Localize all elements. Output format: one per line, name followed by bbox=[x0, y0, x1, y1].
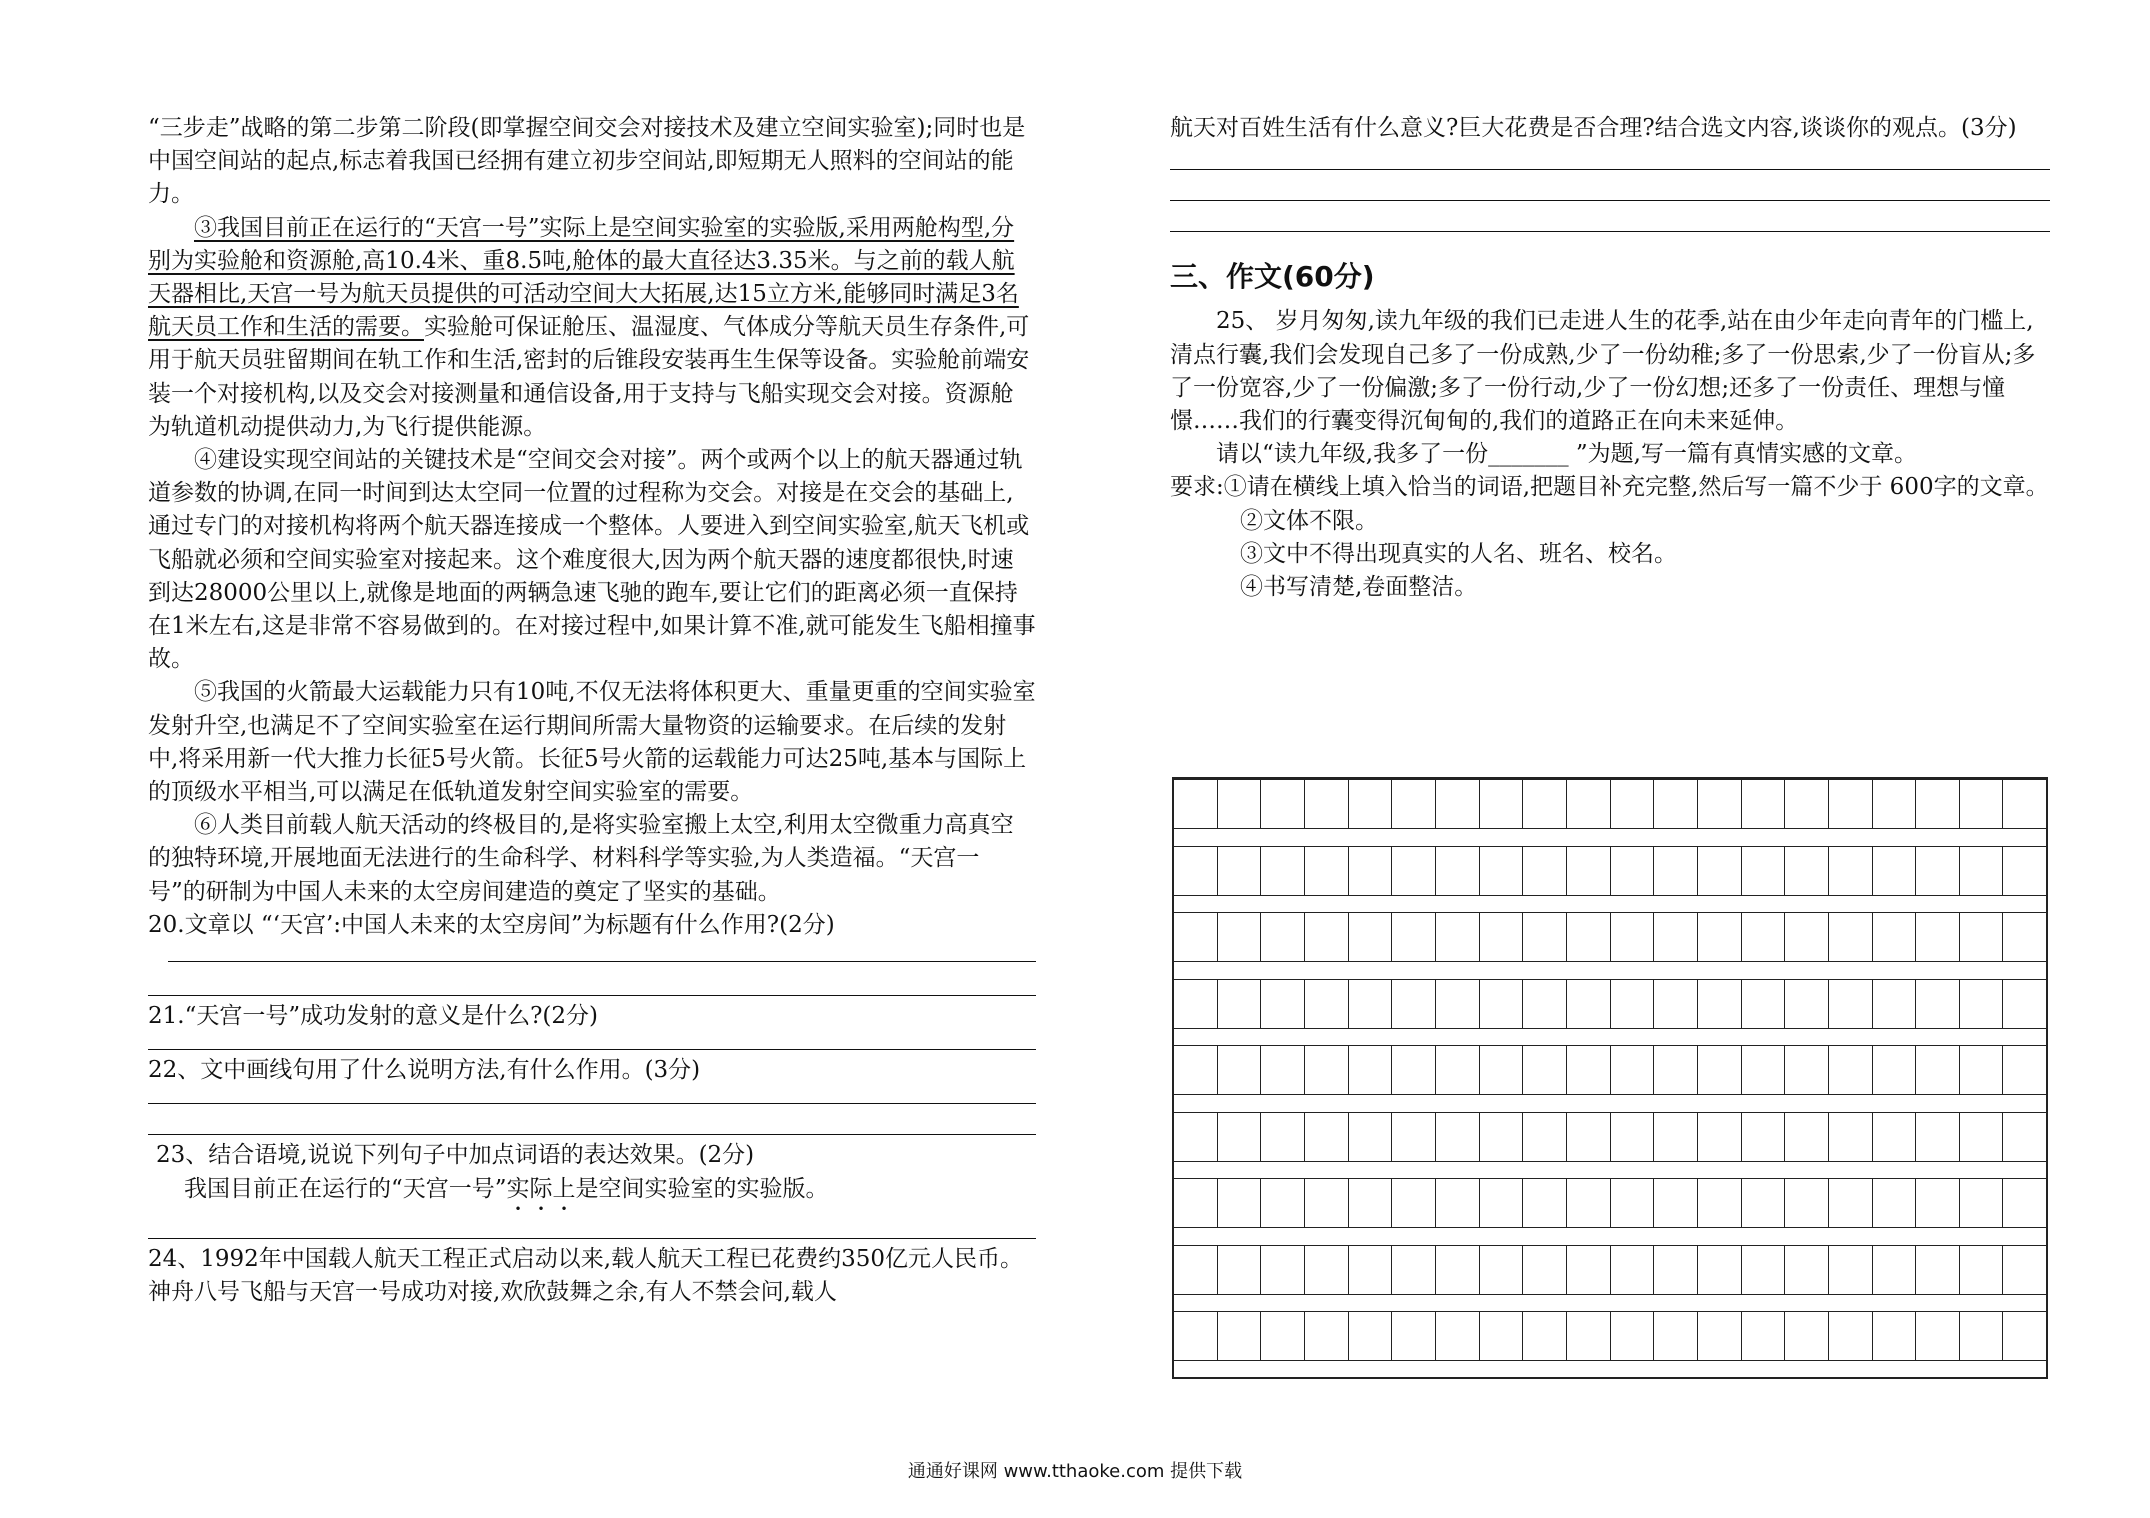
grid-cell[interactable] bbox=[1218, 1312, 1262, 1360]
grid-cell[interactable] bbox=[1480, 1046, 1524, 1094]
grid-cell[interactable] bbox=[1392, 1179, 1436, 1227]
grid-cell[interactable] bbox=[1960, 1312, 2004, 1360]
grid-cell[interactable] bbox=[1349, 847, 1393, 895]
grid-cell[interactable] bbox=[1960, 847, 2004, 895]
question-23-sentence: 我国目前正在运行的“天宫一号”实际上是空间实验室的实验版。 bbox=[184, 1175, 829, 1202]
question-24-continued: 航天对百姓生活有什么意义?巨大花费是否合理?结合选文内容,谈谈你的观点。(3分) bbox=[1170, 115, 2017, 141]
grid-row bbox=[1174, 1311, 2046, 1361]
grid-cell[interactable] bbox=[1916, 847, 1960, 895]
grid-cell[interactable] bbox=[1960, 980, 2004, 1028]
grid-cell[interactable] bbox=[1349, 1179, 1393, 1227]
left-column bbox=[148, 112, 1036, 1309]
grid-cell[interactable] bbox=[1829, 1312, 1873, 1360]
grid-cell[interactable] bbox=[1218, 1046, 1262, 1094]
grid-cell[interactable] bbox=[1567, 1312, 1611, 1360]
grid-cell[interactable] bbox=[1480, 780, 1524, 828]
grid-cell[interactable] bbox=[1829, 1179, 1873, 1227]
grid-cell[interactable] bbox=[1567, 913, 1611, 961]
answer-line[interactable] bbox=[148, 1134, 1036, 1135]
grid-cell[interactable] bbox=[1785, 1312, 1829, 1360]
grid-cell[interactable] bbox=[1305, 1179, 1349, 1227]
grid-cell[interactable] bbox=[1698, 1312, 1742, 1360]
grid-cell[interactable] bbox=[1436, 1312, 1480, 1360]
grid-cell[interactable] bbox=[1698, 780, 1742, 828]
grid-cell[interactable] bbox=[1218, 980, 1262, 1028]
grid-cell[interactable] bbox=[1174, 1179, 1218, 1227]
grid-row bbox=[1174, 979, 2046, 1029]
grid-cell[interactable] bbox=[1916, 780, 1960, 828]
grid-cell[interactable] bbox=[1261, 1113, 1305, 1161]
passage-paragraph-6: ⑥人类目前载人航天活动的终极目的,是将实验室搬上太空,利用太空微重力高真空的独特环境,开展地面无法进行的生命科学、材料科学等实验,为人类造福。“天宫一号”的研制为中国人未来的太空房间建造的奠定了坚实的基础。 bbox=[148, 812, 1014, 905]
grid-cell[interactable] bbox=[1742, 1179, 1786, 1227]
grid-cell[interactable] bbox=[1916, 980, 1960, 1028]
essay-requirement-4: ④书写清楚,卷面整洁。 bbox=[1240, 574, 1478, 601]
grid-cell[interactable] bbox=[1873, 780, 1917, 828]
grid-cell[interactable] bbox=[1698, 1046, 1742, 1094]
grid-cell[interactable] bbox=[1654, 847, 1698, 895]
question-22: 22、文中画线句用了什么说明方法,有什么作用。(3分) bbox=[148, 1057, 701, 1084]
grid-cell[interactable] bbox=[1698, 847, 1742, 895]
grid-cell[interactable] bbox=[1567, 847, 1611, 895]
grid-cell[interactable] bbox=[1349, 1246, 1393, 1294]
grid-cell[interactable] bbox=[1916, 1179, 1960, 1227]
grid-cell[interactable] bbox=[1480, 1113, 1524, 1161]
grid-cell[interactable] bbox=[1742, 1246, 1786, 1294]
grid-cell[interactable] bbox=[1742, 1312, 1786, 1360]
grid-cell[interactable] bbox=[1261, 1246, 1305, 1294]
grid-cell[interactable] bbox=[1392, 1046, 1436, 1094]
grid-cell[interactable] bbox=[1873, 913, 1917, 961]
grid-cell[interactable] bbox=[1567, 1179, 1611, 1227]
grid-cell[interactable] bbox=[1349, 780, 1393, 828]
grid-cell[interactable] bbox=[1742, 1113, 1786, 1161]
grid-cell[interactable] bbox=[1392, 1246, 1436, 1294]
grid-cell[interactable] bbox=[1392, 847, 1436, 895]
grid-cell[interactable] bbox=[1349, 1312, 1393, 1360]
grid-cell[interactable] bbox=[1218, 1246, 1262, 1294]
grid-cell[interactable] bbox=[1305, 1246, 1349, 1294]
grid-cell[interactable] bbox=[1436, 913, 1480, 961]
grid-cell[interactable] bbox=[1742, 913, 1786, 961]
grid-cell[interactable] bbox=[1567, 980, 1611, 1028]
grid-cell[interactable] bbox=[1480, 913, 1524, 961]
grid-cell[interactable] bbox=[1611, 913, 1655, 961]
grid-cell[interactable] bbox=[1305, 1113, 1349, 1161]
grid-cell[interactable] bbox=[1261, 847, 1305, 895]
grid-cell[interactable] bbox=[1829, 1046, 1873, 1094]
page-footer: 通通好课网 www.tthaoke.com 提供下载 bbox=[907, 1461, 1243, 1482]
grid-cell[interactable] bbox=[1960, 1246, 2004, 1294]
grid-cell[interactable] bbox=[1261, 980, 1305, 1028]
grid-cell[interactable] bbox=[1654, 913, 1698, 961]
grid-cell[interactable] bbox=[1349, 1046, 1393, 1094]
grid-cell[interactable] bbox=[1785, 1246, 1829, 1294]
grid-cell[interactable] bbox=[1523, 980, 1567, 1028]
passage-paragraph-2: “三步走”战略的第二步第二阶段(即掌握空间交会对接技术及建立空间实验室);同时也是中国空间站的起点,标志着我国已经拥有建立初步空间站,即短期无人照料的空间站的能力。 bbox=[148, 115, 1026, 208]
grid-cell[interactable] bbox=[1436, 1246, 1480, 1294]
grid-cell[interactable] bbox=[1480, 980, 1524, 1028]
grid-cell[interactable] bbox=[1305, 847, 1349, 895]
grid-cell[interactable] bbox=[1742, 1046, 1786, 1094]
grid-cell[interactable] bbox=[1916, 913, 1960, 961]
grid-cell[interactable] bbox=[1523, 1046, 1567, 1094]
grid-cell[interactable] bbox=[1654, 1046, 1698, 1094]
answer-line[interactable] bbox=[148, 995, 1036, 996]
grid-cell[interactable] bbox=[1523, 1246, 1567, 1294]
grid-cell[interactable] bbox=[1349, 1113, 1393, 1161]
essay-writing-grid[interactable] bbox=[1172, 777, 2048, 1379]
grid-cell[interactable] bbox=[1567, 1046, 1611, 1094]
grid-cell[interactable] bbox=[1829, 780, 1873, 828]
grid-cell[interactable] bbox=[1261, 1179, 1305, 1227]
question-20: 20.文章以 “‘天宫’:中国人未来的太空房间”为标题有什么作用?(2分) bbox=[148, 911, 835, 938]
grid-cell[interactable] bbox=[2003, 1312, 2046, 1360]
grid-cell[interactable] bbox=[1174, 1113, 1218, 1161]
grid-cell[interactable] bbox=[1436, 980, 1480, 1028]
grid-cell[interactable] bbox=[1916, 1046, 1960, 1094]
grid-cell[interactable] bbox=[1174, 1246, 1218, 1294]
grid-cell[interactable] bbox=[1174, 780, 1218, 828]
question-23: 23、结合语境,说说下列句子中加点词语的表达效果。(2分) bbox=[156, 1142, 755, 1169]
grid-cell[interactable] bbox=[1523, 913, 1567, 961]
underlined-sentence: ③我国目前正在运行的“天宫一号”实际上是空间实验室的实验版,采用两舱构型,分别为实验舱和资源舱,高10.4米、重8.5吨,舱体的最大直径达3.35米。与之前的载人航天器相比,天宫一号为航天员提供的可活动空间大大拓展,达15立方米,能够同时满足3名航天员工作和生活的需要。 bbox=[148, 214, 1019, 341]
grid-cell[interactable] bbox=[1218, 913, 1262, 961]
grid-cell[interactable] bbox=[1174, 847, 1218, 895]
grid-cell[interactable] bbox=[2003, 980, 2046, 1028]
grid-cell[interactable] bbox=[1480, 1179, 1524, 1227]
grid-cell[interactable] bbox=[1305, 913, 1349, 961]
grid-cell[interactable] bbox=[1611, 780, 1655, 828]
grid-cell[interactable] bbox=[1698, 980, 1742, 1028]
grid-cell[interactable] bbox=[1349, 913, 1393, 961]
grid-cell[interactable] bbox=[1436, 1179, 1480, 1227]
question-24: 24、1992年中国载人航天工程正式启动以来,载人航天工程已花费约350亿元人民币。神舟八号飞船与天宫一号成功对接,欢欣鼓舞之余,有人不禁会问,载人 bbox=[148, 1245, 1024, 1305]
grid-cell[interactable] bbox=[1523, 1179, 1567, 1227]
grid-cell[interactable] bbox=[1654, 780, 1698, 828]
grid-cell[interactable] bbox=[1305, 1046, 1349, 1094]
grid-cell[interactable] bbox=[1392, 980, 1436, 1028]
dotted-word: 实际上 bbox=[506, 1175, 576, 1202]
passage-paragraph-3: ③我国目前正在运行的“天宫一号”实际上是空间实验室的实验版,采用两舱构型,分别为实验舱和资源舱,高10.4米、重8.5吨,舱体的最大直径达3.35米。与之前的载人航天器相比,天宫一号为航天员提供的可活动空间大大拓展,达15立方米,能够同时满足3名航天员工作和生活的需要。实验舱可保证舱压、温湿度、气体成分等航天员生存条件,可用于航天员驻留期间在轨工作和生活,密封的后锥段安装再生生保等设备。实验舱前端安装一个对接机构,以及交会对接测量和通信设备,用于支持与飞船实现交会对接。资源舱为轨道机动提供动力,为飞行提供能源。 bbox=[148, 214, 1030, 440]
grid-cell[interactable] bbox=[1654, 1179, 1698, 1227]
grid-cell[interactable] bbox=[1218, 780, 1262, 828]
grid-row bbox=[1174, 846, 2046, 896]
grid-cell[interactable] bbox=[1698, 1179, 1742, 1227]
grid-cell[interactable] bbox=[1960, 1046, 2004, 1094]
grid-cell[interactable] bbox=[1261, 1312, 1305, 1360]
grid-cell[interactable] bbox=[1873, 1113, 1917, 1161]
grid-cell[interactable] bbox=[2003, 1046, 2046, 1094]
grid-cell[interactable] bbox=[1174, 913, 1218, 961]
grid-cell[interactable] bbox=[2003, 913, 2046, 961]
grid-cell[interactable] bbox=[1785, 847, 1829, 895]
grid-cell[interactable] bbox=[1392, 1312, 1436, 1360]
grid-cell[interactable] bbox=[1698, 1246, 1742, 1294]
grid-cell[interactable] bbox=[1611, 1179, 1655, 1227]
grid-cell[interactable] bbox=[1174, 1046, 1218, 1094]
grid-cell[interactable] bbox=[1785, 1046, 1829, 1094]
grid-cell[interactable] bbox=[1436, 1113, 1480, 1161]
grid-cell[interactable] bbox=[1436, 1046, 1480, 1094]
right-column bbox=[1170, 112, 2050, 604]
grid-cell[interactable] bbox=[1611, 980, 1655, 1028]
grid-cell[interactable] bbox=[1218, 847, 1262, 895]
grid-cell[interactable] bbox=[1960, 913, 2004, 961]
grid-cell[interactable] bbox=[1785, 780, 1829, 828]
essay-requirement-2: ②文体不限。 bbox=[1240, 507, 1378, 534]
grid-cell[interactable] bbox=[1960, 1179, 2004, 1227]
answer-line[interactable] bbox=[148, 1238, 1036, 1239]
grid-cell[interactable] bbox=[1960, 780, 2004, 828]
grid-cell[interactable] bbox=[2003, 1179, 2046, 1227]
grid-cell[interactable] bbox=[1785, 1179, 1829, 1227]
grid-cell[interactable] bbox=[1611, 1046, 1655, 1094]
grid-cell[interactable] bbox=[1261, 913, 1305, 961]
grid-cell[interactable] bbox=[1305, 980, 1349, 1028]
grid-cell[interactable] bbox=[1829, 980, 1873, 1028]
grid-row bbox=[1174, 1112, 2046, 1162]
grid-cell[interactable] bbox=[1567, 1113, 1611, 1161]
grid-cell[interactable] bbox=[1480, 1312, 1524, 1360]
essay-title-prompt: 请以“读九年级,我多了一份_______ ”为题,写一篇有真情实感的文章。 bbox=[1216, 441, 1917, 468]
grid-cell[interactable] bbox=[1436, 847, 1480, 895]
grid-cell[interactable] bbox=[1960, 1113, 2004, 1161]
grid-cell[interactable] bbox=[1829, 1246, 1873, 1294]
grid-row bbox=[1174, 779, 2046, 829]
grid-cell[interactable] bbox=[1305, 780, 1349, 828]
grid-cell[interactable] bbox=[1916, 1246, 1960, 1294]
grid-cell[interactable] bbox=[1785, 980, 1829, 1028]
grid-cell[interactable] bbox=[1742, 780, 1786, 828]
grid-cell[interactable] bbox=[1654, 1246, 1698, 1294]
grid-cell[interactable] bbox=[2003, 1246, 2046, 1294]
grid-cell[interactable] bbox=[1873, 980, 1917, 1028]
grid-cell[interactable] bbox=[1611, 1113, 1655, 1161]
answer-line[interactable] bbox=[148, 1049, 1036, 1050]
grid-cell[interactable] bbox=[1436, 780, 1480, 828]
grid-cell[interactable] bbox=[1611, 847, 1655, 895]
grid-cell[interactable] bbox=[1698, 913, 1742, 961]
grid-cell[interactable] bbox=[1218, 1113, 1262, 1161]
grid-cell[interactable] bbox=[1480, 1246, 1524, 1294]
grid-cell[interactable] bbox=[1873, 847, 1917, 895]
grid-row bbox=[1174, 1245, 2046, 1295]
grid-cell[interactable] bbox=[1392, 913, 1436, 961]
grid-cell[interactable] bbox=[1523, 847, 1567, 895]
essay-requirement-3: ③文中不得出现真实的人名、班名、校名。 bbox=[1240, 540, 1677, 567]
grid-cell[interactable] bbox=[1392, 1113, 1436, 1161]
grid-cell[interactable] bbox=[1567, 1246, 1611, 1294]
grid-cell[interactable] bbox=[1392, 780, 1436, 828]
grid-cell[interactable] bbox=[1174, 1312, 1218, 1360]
grid-cell[interactable] bbox=[1916, 1113, 1960, 1161]
grid-cell[interactable] bbox=[1567, 780, 1611, 828]
grid-cell[interactable] bbox=[1698, 1113, 1742, 1161]
grid-cell[interactable] bbox=[1742, 847, 1786, 895]
grid-cell[interactable] bbox=[1523, 780, 1567, 828]
grid-cell[interactable] bbox=[1349, 980, 1393, 1028]
grid-cell[interactable] bbox=[1873, 1046, 1917, 1094]
grid-cell[interactable] bbox=[1305, 1312, 1349, 1360]
grid-row bbox=[1174, 1178, 2046, 1228]
grid-cell[interactable] bbox=[1829, 1113, 1873, 1161]
passage-paragraph-4: ④建设实现空间站的关键技术是“空间交会对接”。两个或两个以上的航天器通过轨道参数的协调,在同一时间到达太空同一位置的过程称为交会。对接是在交会的基础上,通过专门的对接机构将两个航天器连接成一个整体。人要进入到空间实验室,航天飞机或飞船就必须和空间实验室对接起来。这个难度很大,因为两个航天器的速度都很快,时速到达28000公里以上,就像是地面的两辆急速飞驰的跑车,要让它们的距离必须一直保持在1米左右,这是非常不容易做到的。在对接过程中,如果计算不准,就可能发生飞船相撞事故。 bbox=[148, 447, 1036, 673]
grid-cell[interactable] bbox=[1873, 1312, 1917, 1360]
grid-cell[interactable] bbox=[1916, 1312, 1960, 1360]
grid-cell[interactable] bbox=[1873, 1246, 1917, 1294]
grid-cell[interactable] bbox=[1174, 980, 1218, 1028]
grid-cell[interactable] bbox=[1785, 1113, 1829, 1161]
grid-cell[interactable] bbox=[1654, 1312, 1698, 1360]
grid-cell[interactable] bbox=[1829, 913, 1873, 961]
grid-cell[interactable] bbox=[2003, 780, 2046, 828]
grid-cell[interactable] bbox=[1611, 1312, 1655, 1360]
grid-cell[interactable] bbox=[1261, 1046, 1305, 1094]
grid-cell[interactable] bbox=[1261, 780, 1305, 828]
grid-cell[interactable] bbox=[1873, 1179, 1917, 1227]
essay-requirement-1: 要求:①请在横线上填入恰当的词语,把题目补充完整,然后写一篇不少于 600字的文章。 bbox=[1170, 474, 2049, 501]
section-title: 三、作文(60分) bbox=[1170, 260, 1375, 294]
grid-cell[interactable] bbox=[1654, 980, 1698, 1028]
grid-cell[interactable] bbox=[1785, 913, 1829, 961]
grid-row bbox=[1174, 1045, 2046, 1095]
grid-cell[interactable] bbox=[1611, 1246, 1655, 1294]
grid-cell[interactable] bbox=[1523, 1113, 1567, 1161]
grid-cell[interactable] bbox=[1523, 1312, 1567, 1360]
grid-cell[interactable] bbox=[1218, 1179, 1262, 1227]
grid-cell[interactable] bbox=[1829, 847, 1873, 895]
essay-prompt-intro: 25、 岁月匆匆,读九年级的我们已走进人生的花季,站在由少年走向青年的门槛上,清点行囊,我们会发现自己多了一份成熟,少了一份幼稚;多了一份思索,少了一份盲从;多了一份宽容,少了一份偏激;多了一份行动,少了一份幻想;还多了一份责任、理想与憧憬……我们的行囊变得沉甸甸的,我们的道路正在向未来延伸。 bbox=[1170, 308, 2036, 435]
grid-cell[interactable] bbox=[1742, 980, 1786, 1028]
passage-paragraph-5: ⑤我国的火箭最大运载能力只有10吨,不仅无法将体积更大、重量更重的空间实验室发射升空,也满足不了空间实验室在运行期间所需大量物资的运输要求。在后续的发射中,将采用新一代大推力长征5号火箭。长征5号火箭的运载能力可达25吨,基本与国际上的顶级水平相当,可以满足在低轨道发射空间实验室的需要。 bbox=[148, 679, 1036, 806]
grid-cell[interactable] bbox=[1480, 847, 1524, 895]
grid-cell[interactable] bbox=[2003, 847, 2046, 895]
grid-cell[interactable] bbox=[1654, 1113, 1698, 1161]
grid-cell[interactable] bbox=[2003, 1113, 2046, 1161]
question-21: 21.“天宫一号”成功发射的意义是什么?(2分) bbox=[148, 1003, 599, 1030]
grid-row bbox=[1174, 912, 2046, 962]
